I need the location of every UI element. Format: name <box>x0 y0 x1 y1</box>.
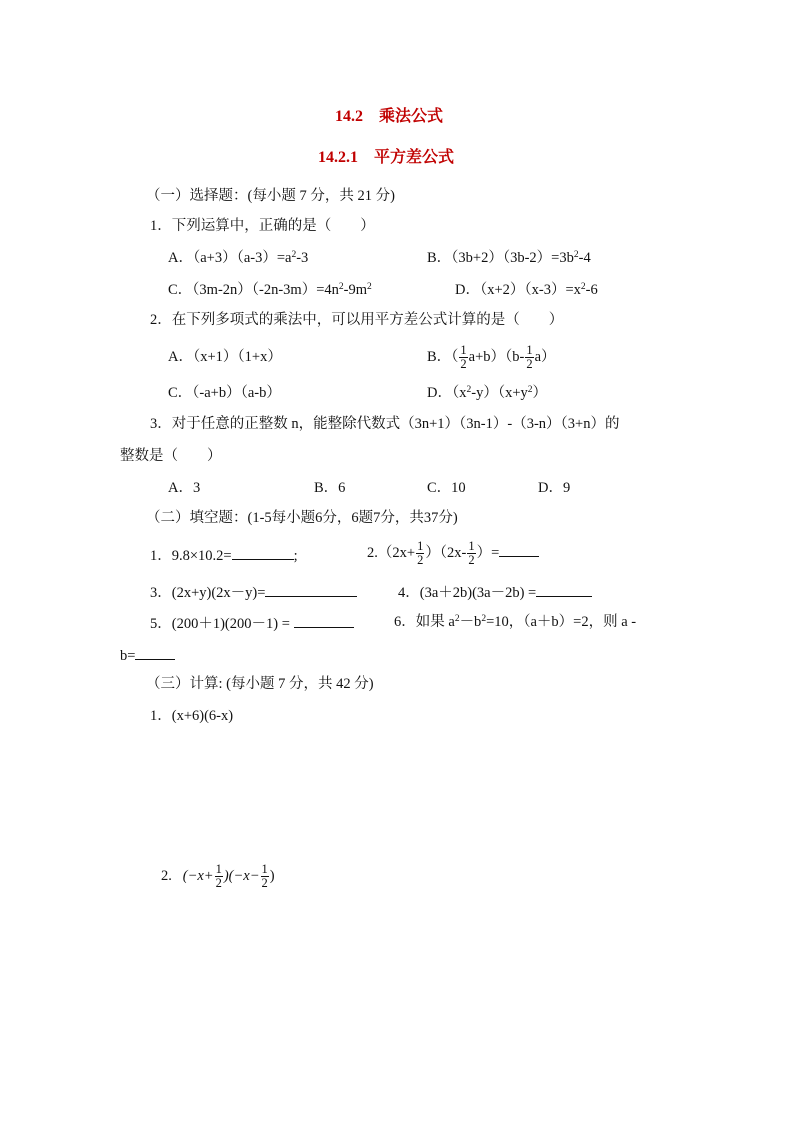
answer-blank[interactable] <box>499 541 539 557</box>
fill-q5: 5．(200＋1)(200－1) = <box>150 612 354 634</box>
q1-option-d: D．$(x+2)(x-3)=x^2-6$ <box>455 282 598 298</box>
answer-blank[interactable] <box>536 581 592 597</box>
fraction-half: $\frac{1}{2}$ <box>526 343 533 372</box>
q1-stem: 1．下列运算中，正确的是（ ） <box>150 218 375 234</box>
answer-blank[interactable] <box>135 644 175 660</box>
answer-blank[interactable] <box>232 544 294 560</box>
q2-option-a: A．（x+1）（1+x） <box>168 349 282 365</box>
answer-blank[interactable] <box>265 581 357 597</box>
fill-q4: 4．(3a＋2b)(3a－2b) = <box>398 581 592 603</box>
q2-stem: 2．在下列多项式的乘法中，可以用平方差公式计算的是（ ） <box>150 312 564 328</box>
part2-heading: （二）填空题：(1-5每小题6分，6题7分，共37分) <box>146 510 458 526</box>
calc-q1: 1．(x+6)(6-x) <box>150 708 234 724</box>
q3-option-c: C．10 <box>427 480 466 496</box>
q1-option-b: B．$(3b+2)(3b-2)=3b^2-4$ <box>427 250 591 266</box>
q3-option-b: B．6 <box>314 480 346 496</box>
q1-option-a: A．$(a+3)(a-3)=a^2-3$ <box>168 250 309 266</box>
fraction-half: $\frac{1}{2}$ <box>468 539 475 568</box>
q3-stem-line2: 整数是（ ） <box>120 448 222 464</box>
fraction-half: $\frac{1}{2}$ <box>215 862 222 891</box>
fill-q6-line1: 6．如果 $a^2-b^2=10$，（a＋b）=2，则 a - <box>394 614 637 630</box>
q2-option-c: C．（-a+b）（a-b） <box>168 385 281 401</box>
q3-option-a: A．3 <box>168 480 201 496</box>
q2-option-d: D．$(x^2-y)(x+y^2)$ <box>427 385 547 401</box>
q2-option-b: B．（ $\frac{1}{2}$ a+b）（b- $\frac{1}{2}$ a） <box>427 343 556 372</box>
subsection-title: 14.2.1 平方差公式 <box>318 149 455 166</box>
q3-stem-line1: 3．对于任意的正整数 n，能整除代数式（3n+1）（3n-1）-（3-n）（3+n）的 <box>150 416 620 432</box>
fill-q2: 2.（2x+ $\frac{1}{2}$ ）（2x- $\frac{1}{2}$ ）= <box>367 533 539 573</box>
section-title: 14.2 乘法公式 <box>335 108 444 125</box>
part3-heading: （三）计算: (每小题 7 分，共 42 分) <box>146 676 374 692</box>
q3-option-d: D．9 <box>538 480 571 496</box>
calc-q2: 2. (−x+ $\frac{1}{2}$ )(−x− $\frac{1}{2}$ ) <box>161 862 275 891</box>
fill-q6-line2: b= <box>120 644 175 666</box>
answer-blank[interactable] <box>294 612 354 628</box>
fraction-half: $\frac{1}{2}$ <box>261 862 268 891</box>
fraction-half: $\frac{1}{2}$ <box>460 343 467 372</box>
fill-q3: 3．(2x+y)(2x－y)= <box>150 581 357 603</box>
fraction-half: $\frac{1}{2}$ <box>417 539 424 568</box>
q1-option-c: C．$(3m-2n)(-2n-3m)=4n^2-9m^2$ <box>168 282 372 298</box>
part1-heading: （一）选择题：(每小题 7 分，共 21 分) <box>146 188 395 204</box>
fill-q1: 1．9.8×10.2= ; <box>150 544 298 566</box>
